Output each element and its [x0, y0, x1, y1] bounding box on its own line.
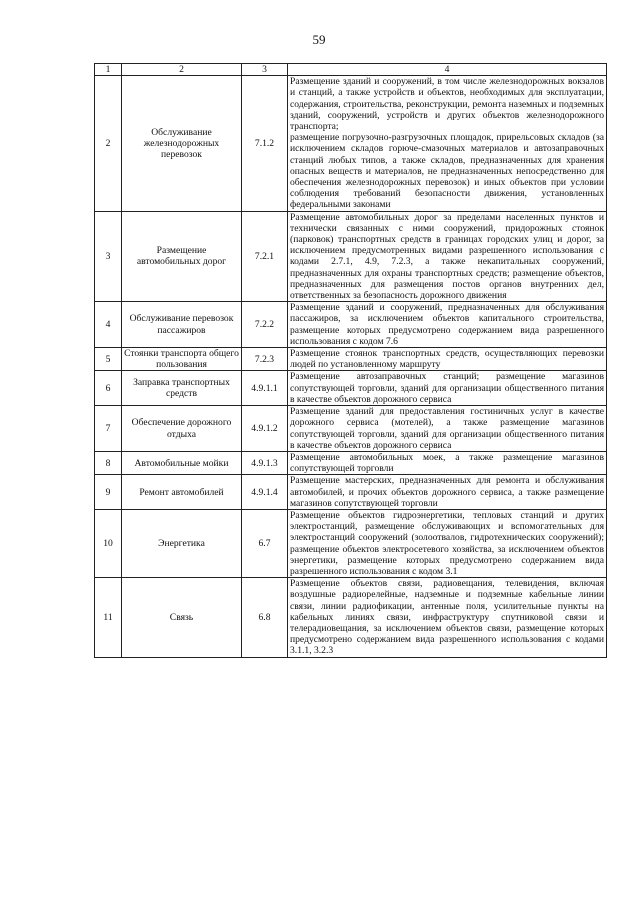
table-row [95, 509, 607, 577]
use-type-description [288, 211, 607, 302]
row-number: 10 [95, 509, 122, 577]
table-row [95, 475, 607, 510]
table-row [95, 578, 607, 657]
description-paragraph: размещение погрузочно-разгрузочных площадок, прирельсовых складов (за исключением складов горюче-смазочных материалов и автозаправочных станций любых типов, а также складов, предназначенных для хранения опасных веществ и материалов, не предназначенных непосредственно для обеспечения железнодорожных перевозок) и иных объектов при условии соблюдения требований безопасности движения, установленных федеральными законами [290, 132, 604, 211]
table-row [95, 76, 607, 211]
row-number: 3 [95, 211, 122, 302]
use-type-description [288, 348, 607, 371]
use-type-name: Стоянки транспорта общего пользования [122, 348, 242, 371]
header-col-1: 1 [95, 64, 122, 76]
use-type-description [288, 406, 607, 452]
use-type-name: Обеспечение дорожного отдыха [122, 406, 242, 452]
row-number: 2 [95, 76, 122, 211]
header-col-2: 2 [122, 64, 242, 76]
row-number: 4 [95, 302, 122, 348]
use-type-code: 4.9.1.4 [242, 475, 288, 510]
use-type-name: Обслуживание перевозок пассажиров [122, 302, 242, 348]
description-paragraph: Размещение объектов гидроэнергетики, тепловых станций и других электростанций, размещение обслуживающих и вспомогательных для электростанций сооружений (золоотвалов, гидротехнических сооружений); размещение объектов электросетевого хозяйства, за исключением объектов энергетики, размещение которых предусмотрено содержанием вида разрешенного использования с кодом 3.1 [290, 509, 604, 577]
description-paragraph: Размещение автомобильных моек, а также размещение магазинов сопутствующей торговли [290, 451, 604, 475]
table-row [95, 302, 607, 348]
row-number: 8 [95, 451, 122, 474]
table-row [95, 406, 607, 452]
description-paragraph: Размещение зданий и сооружений, в том числе железнодорожных вокзалов и станций, а также устройств и объектов, необходимых для эксплуатации, содержания, строительства, реконструкции, ремонта наземных и подземных зданий, сооружений, устройств и других объектов железнодорожного транспорта; [290, 76, 604, 133]
use-type-code: 7.2.2 [242, 302, 288, 348]
use-type-code: 7.2.1 [242, 211, 288, 302]
use-type-name: Связь [122, 578, 242, 657]
description-paragraph: Размещение объектов связи, радиовещания, телевидения, включая воздушные радиорелейные, надземные и подземные кабельные линии связи, линии радиофикации, антенные поля, усилительные пункты на кабельных линиях связи, инфраструктуру спутниковой связи и телерадиовещания, за исключением объектов связи, размещение которых предусмотрено содержанием вида разрешенного использования с кодами 3.1.1, 3.2.3 [290, 578, 604, 657]
description-paragraph: Размещение стоянок транспортных средств, осуществляющих перевозки людей по установленному маршруту [290, 348, 604, 371]
use-type-description [288, 302, 607, 348]
page-number: 59 [312, 32, 326, 47]
description-paragraph: Размещение автозаправочных станций; размещение магазинов сопутствующей торговли, зданий для организации общественного питания в качестве объектов дорожного сервиса [290, 371, 604, 405]
use-type-name: Автомобильные мойки [122, 451, 242, 474]
use-type-code: 4.9.1.1 [242, 371, 288, 406]
description-paragraph: Размещение автомобильных дорог за пределами населенных пунктов и технически связанных с ними сооружений, придорожных стоянок (парковок) транспортных средств в границах городских улиц и дорог, за исключением предусмотренных видами разрешенного использования с кодами 2.7.1, 4.9, 7.2.3, а также некапитальных сооружений, предназначенных для охраны транспортных средств; размещение объектов, предназначенных для размещения постов органов внутренних дел, ответственных за безопасность дорожного движения [290, 211, 604, 302]
use-type-name: Размещение автомобильных дорог [122, 211, 242, 302]
use-type-code: 7.2.3 [242, 348, 288, 371]
description-paragraph: Размещение мастерских, предназначенных для ремонта и обслуживания автомобилей, и прочих объектов дорожного сервиса, а также размещение магазинов сопутствующей торговли [290, 475, 604, 509]
use-type-code: 7.1.2 [242, 76, 288, 211]
use-type-name: Ремонт автомобилей [122, 475, 242, 510]
use-type-description [288, 371, 607, 406]
use-type-description [288, 451, 607, 474]
use-type-description [288, 578, 607, 657]
use-type-description [288, 475, 607, 510]
table-row [95, 451, 607, 474]
use-type-name: Заправка транспортных средств [122, 371, 242, 406]
description-paragraph: Размещение зданий для предоставления гостиничных услуг в качестве дорожного сервиса (мотелей), а также размещение магазинов сопутствующей торговли, зданий для организации общественного питания в качестве объектов дорожного сервиса [290, 406, 604, 451]
header-col-3: 3 [242, 64, 288, 76]
table-header-row [95, 64, 607, 76]
row-number: 11 [95, 578, 122, 657]
use-type-code: 6.8 [242, 578, 288, 657]
use-type-name: Обслуживание железнодорожных перевозок [122, 76, 242, 211]
row-number: 7 [95, 406, 122, 452]
description-paragraph: Размещение зданий и сооружений, предназначенных для обслуживания пассажиров, за исключением объектов капитального строительства, размещение которых предусмотрено содержанием вида разрешенного использования с кодом 7.6 [290, 302, 604, 347]
row-number: 9 [95, 475, 122, 510]
table-row [95, 211, 607, 302]
use-type-code: 4.9.1.3 [242, 451, 288, 474]
header-col-4: 4 [288, 64, 607, 76]
row-number: 5 [95, 348, 122, 371]
use-type-description [288, 76, 607, 211]
use-type-code: 4.9.1.2 [242, 406, 288, 452]
use-type-name: Энергетика [122, 509, 242, 577]
land-use-table [94, 63, 607, 658]
use-type-description [288, 509, 607, 577]
use-type-code: 6.7 [242, 509, 288, 577]
row-number: 6 [95, 371, 122, 406]
table-row [95, 348, 607, 371]
table-row [95, 371, 607, 406]
